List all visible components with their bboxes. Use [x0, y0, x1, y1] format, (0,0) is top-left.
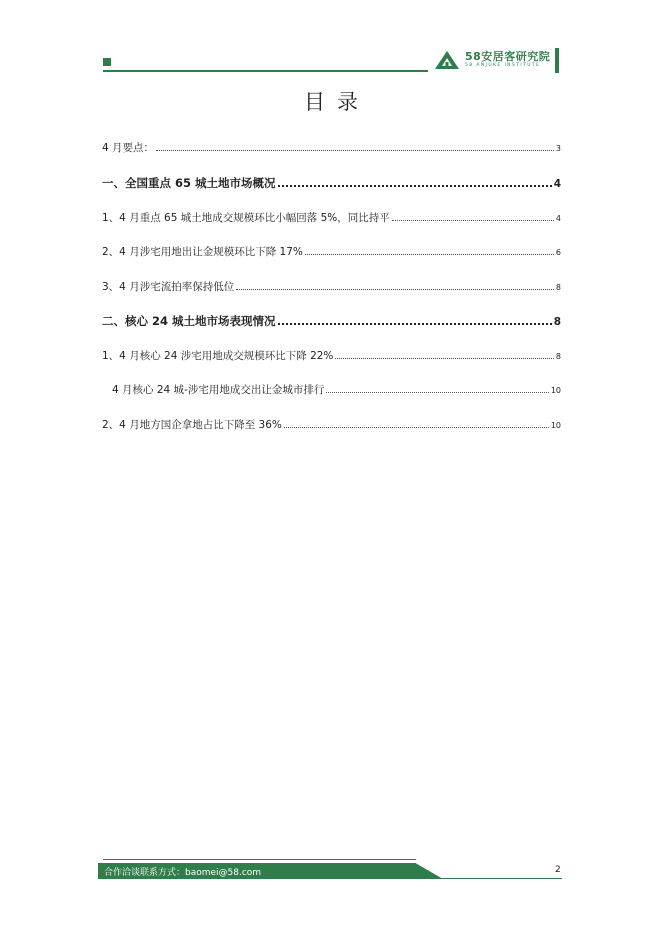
toc-entry-2-1-ranking[interactable]: [112, 382, 561, 397]
toc-leader-dots: [278, 184, 552, 187]
toc-leader-dots: [278, 322, 552, 325]
toc-leader-dots: [335, 357, 553, 359]
toc-entry-key-points[interactable]: [102, 140, 561, 155]
toc-leader-dots: [392, 219, 554, 221]
toc-leader-dots: [305, 253, 554, 255]
toc-entry-section-1[interactable]: [102, 175, 561, 191]
toc-page-number: 8: [553, 316, 561, 328]
toc-label: 2、4 月涉宅用地出让金规模环比下降 17%: [102, 246, 303, 258]
toc-leader-dots: [326, 391, 548, 393]
logo: [434, 50, 550, 70]
footer-thin-rule: [103, 859, 416, 860]
header-square-marker: [103, 58, 111, 66]
header-rule: [103, 70, 428, 72]
toc-label: 4 月要点：: [102, 142, 155, 154]
toc-page-number: 10: [550, 421, 561, 430]
toc-leader-dots: [156, 149, 554, 151]
logo-text-en: 58 ANJUKE INSTITUTE: [465, 63, 541, 69]
toc-entry-section-2[interactable]: [102, 313, 561, 329]
footer-contact: 合作洽谈联系方式：baomei@58.com: [104, 868, 262, 878]
footer-right-rule: [440, 878, 562, 879]
toc-page-number: 4: [555, 214, 561, 223]
toc-entry-1-2[interactable]: [102, 244, 561, 259]
toc-entry-2-1[interactable]: [102, 348, 561, 363]
page-number: 2: [555, 865, 561, 875]
toc-entry-1-1[interactable]: [102, 210, 561, 225]
toc-label: 一、全国重点 65 城土地市场概况: [102, 176, 276, 190]
toc-page-number: 8: [555, 283, 561, 292]
house-logo-icon: [434, 50, 460, 70]
toc-page-number: 3: [555, 144, 561, 153]
toc-leader-dots: [284, 426, 549, 428]
toc-leader-dots: [236, 288, 554, 290]
toc-entry-1-3[interactable]: [102, 279, 561, 294]
header-vertical-bar: [555, 48, 559, 73]
toc-page-number: 6: [555, 248, 561, 257]
toc-label: 4 月核心 24 城-涉宅用地成交出让金城市排行: [112, 384, 325, 396]
toc-entry-2-2[interactable]: [102, 417, 561, 432]
toc-label: 3、4 月涉宅流拍率保持低位: [102, 281, 235, 293]
toc-label: 1、4 月核心 24 涉宅用地成交规模环比下降 22%: [102, 350, 334, 362]
toc-label: 二、核心 24 城土地市场表现情况: [102, 314, 276, 328]
toc-label: 2、4 月地方国企拿地占比下降至 36%: [102, 419, 282, 431]
page-title: 目录: [304, 90, 370, 114]
toc-page-number: 10: [550, 386, 561, 395]
logo-text-cn: 58安居客研究院: [465, 50, 551, 64]
toc-label: 1、4 月重点 65 城土地成交规模环比小幅回落 5%，同比持平: [102, 212, 390, 224]
toc-page-number: 8: [555, 352, 561, 361]
toc-page-number: 4: [553, 178, 561, 190]
